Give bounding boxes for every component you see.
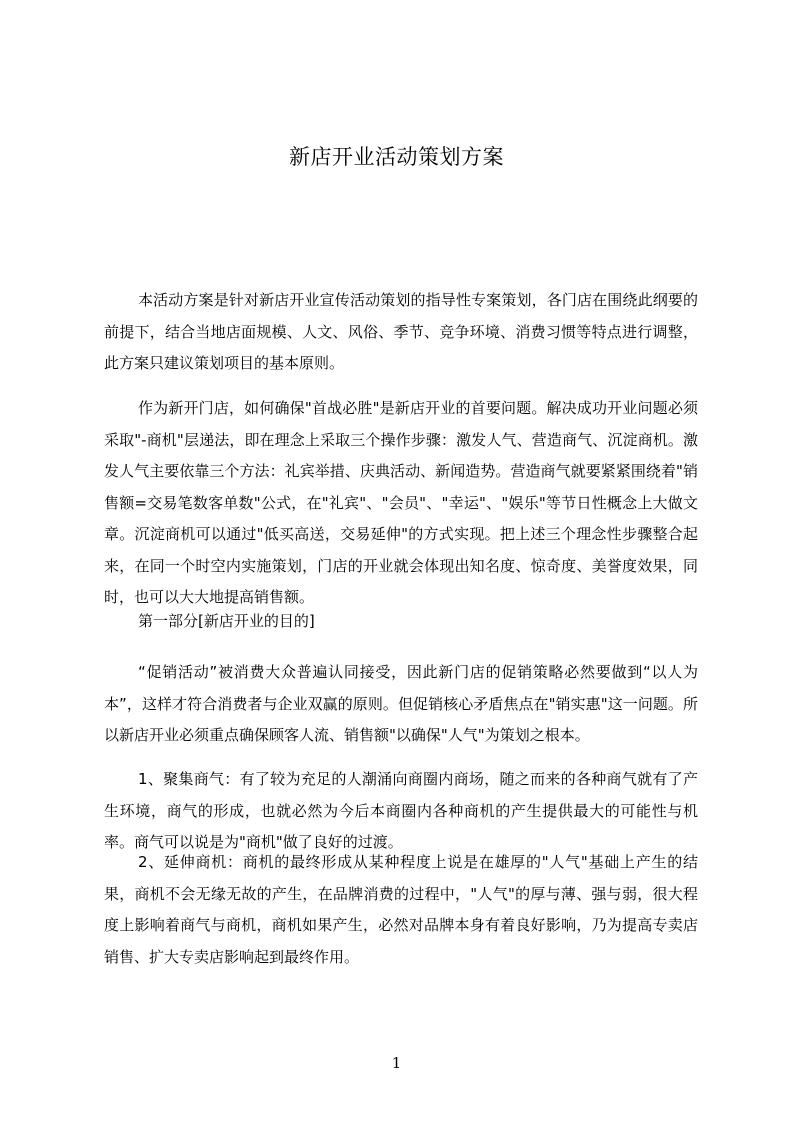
paragraph-extend-opportunity: 2、延伸商机：商机的最终形成从某种程度上说是在雄厚的"人气"基础上产生的结果，商机不会无缘无故的产生，在品牌消费的过程中，"人气"的厚与薄、强与弱，很大程度上影响着商气与商机，商机如果产生，必然对品牌本身有着良好影响，乃为提高专卖店销售、扩大专卖店影响起到最终作用。 <box>104 853 698 966</box>
section-heading-part-one: 第一部分[新店开业的目的] <box>138 612 315 630</box>
page-number: 1 <box>391 1054 402 1072</box>
document-title: 新店开业活动策划方案 <box>289 145 504 169</box>
paragraph-gather-business: 1、聚集商气：有了较为充足的人潮涌向商圈内商场，随之而来的各种商气就有了产生环境，商气的形成，也就必然为今后本商圈内各种商机的产生提供最大的可能性与机率。商气可以说是为"商机"做了良好的过渡。 <box>104 770 698 851</box>
paragraph-intro: 本活动方案是针对新店开业宣传活动策划的指导性专案策划，各门店在围绕此纲要的前提下，结合当地店面规模、人文、风俗、季节、竞争环境、消费习惯等特点进行调整，此方案只建议策划项目的基本原则。 <box>104 291 698 372</box>
paragraph-strategy: 作为新开门店，如何确保"首战必胜"是新店开业的首要问题。解决成功开业问题必须采取"-商机"层递法，即在理念上采取三个操作步骤：激发人气、营造商气、沉淀商机。激发人气主要依靠三个方法：礼宾举措、庆典活动、新闻造势。营造商气就要紧紧围绕着"销售额=交易笔数客单数"公式，在"礼宾"、"会员"、"幸运"、"娱乐"等节日性概念上大做文章。沉淀商机可以通过"低买高送，交易延伸"的方式实现。把上述三个理念性步骤整合起来，在同一个时空内实施策划，门店的开业就会体现出知名度、惊奇度、美誉度效果，同时，也可以大大地提高销售额。 <box>104 399 698 606</box>
paragraph-promotion: “促销活动”被消费大众普遍认同接受，因此新门店的促销策略必然要做到“以人为本”，这样才符合消费者与企业双赢的原则。但促销核心矛盾焦点在"销实惠"这一问题。所以新店开业必须重点确保顾客人流、销售额"以确保"人气"为策划之根本。 <box>104 663 698 744</box>
